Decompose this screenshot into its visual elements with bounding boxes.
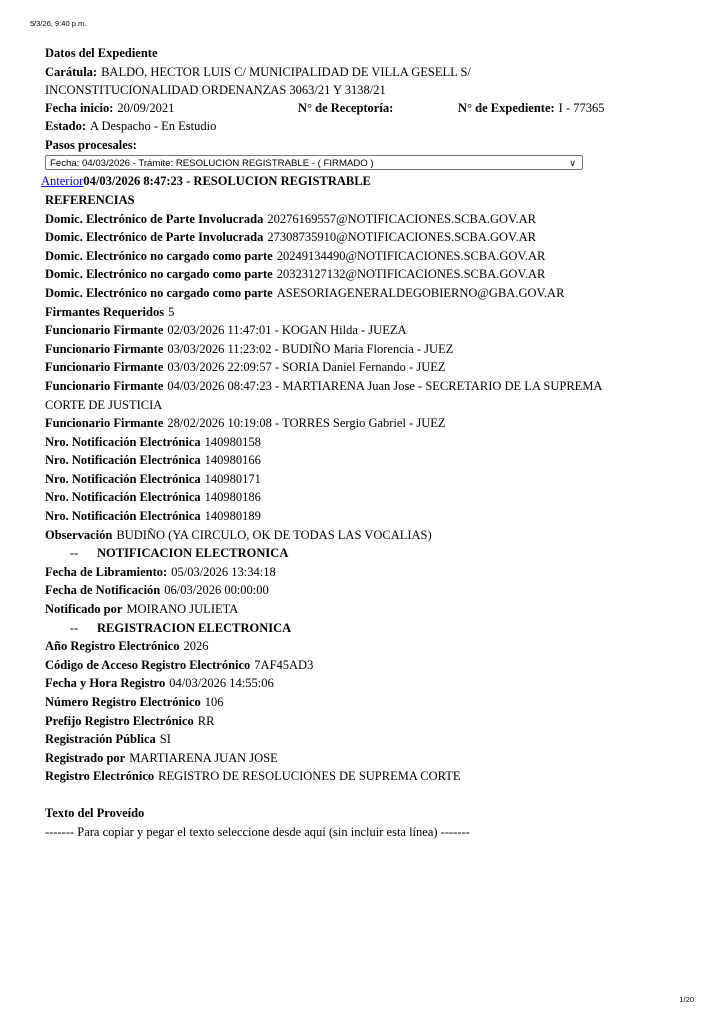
estado-row: [45, 117, 695, 136]
referencia-row: [45, 358, 695, 377]
field-value: 140980186: [204, 490, 261, 505]
field-value: 03/03/2026 11:23:02 - BUDIÑO Maria Florencia - JUEZ: [167, 341, 454, 356]
field-value: RR: [197, 713, 215, 728]
referencia-row: [45, 265, 695, 284]
field-label: Nro. Notificación Electrónica: [45, 453, 201, 468]
notificacion-row: [45, 563, 695, 582]
caratula-value-line2: INCONSTITUCIONALIDAD ORDENANZAS 3063/21 Y 3138/21: [45, 82, 386, 97]
section-dash: --: [69, 620, 79, 635]
notificacion-section-header: [45, 544, 695, 563]
field-label: Registro Electrónico: [45, 769, 155, 784]
field-label: Funcionario Firmante: [45, 416, 164, 431]
field-value: 2026: [183, 639, 209, 654]
notificacion-title: NOTIFICACION ELECTRONICA: [97, 546, 289, 561]
estado-value: A Despacho - En Estudio: [89, 119, 217, 134]
notificacion-row: [45, 600, 695, 619]
field-label: Firmantes Requeridos: [45, 304, 165, 319]
field-label: Domic. Electrónico no cargado como parte: [45, 267, 273, 282]
field-label: Nro. Notificación Electrónica: [45, 509, 201, 524]
field-value: 04/03/2026 14:55:06: [169, 676, 274, 691]
caratula-label: Carátula:: [45, 64, 98, 79]
referencia-row: [45, 433, 695, 452]
field-label: Fecha y Hora Registro: [45, 676, 166, 691]
field-label: Prefijo Registro Electrónico: [45, 713, 194, 728]
field-label: Nro. Notificación Electrónica: [45, 434, 201, 449]
referencia-row: [45, 526, 695, 545]
registracion-row: [45, 767, 695, 786]
referencia-row: [45, 303, 695, 322]
referencia-row: [45, 228, 695, 247]
referencia-row: [45, 247, 695, 266]
field-label: Funcionario Firmante: [45, 341, 164, 356]
field-label: Registrado por: [45, 750, 126, 765]
field-value: 140980158: [204, 434, 261, 449]
field-label: Observación: [45, 527, 113, 542]
field-label: Año Registro Electrónico: [45, 639, 180, 654]
pasos-procesales-label: Pasos procesales:: [45, 137, 137, 152]
registracion-title: REGISTRACION ELECTRONICA: [97, 620, 292, 635]
expediente-title: Datos del Expediente: [45, 46, 158, 60]
field-value: 106: [204, 695, 224, 709]
field-value: 5: [168, 304, 175, 319]
pasos-procesales-selected: Fecha: 04/03/2026 - Trámite: RESOLUCION REGISTRABLE - ( FIRMADO ): [50, 158, 374, 170]
receptoria-label: N° de Receptoría:: [298, 100, 394, 115]
notificacion-fields: [45, 563, 695, 619]
field-value: 27308735910@NOTIFICACIONES.SCBA.GOV.AR: [267, 230, 536, 245]
chevron-down-icon: ∨: [569, 158, 576, 169]
field-value-continued: CORTE DE JUSTICIA: [45, 397, 163, 412]
referencia-row: [45, 488, 695, 507]
field-label: Nro. Notificación Electrónica: [45, 471, 201, 486]
field-value: 05/03/2026 13:34:18: [171, 564, 276, 579]
field-label: Domic. Electrónico no cargado como parte: [45, 248, 273, 263]
field-value: 140980171: [204, 471, 261, 486]
field-value: 02/03/2026 11:47:01 - KOGAN Hilda - JUEZA: [167, 323, 407, 338]
expediente-document: [41, 44, 695, 841]
field-label: Domic. Electrónico de Parte Involucrada: [45, 211, 264, 226]
registracion-row: [45, 674, 695, 693]
field-value: 20323127132@NOTIFICACIONES.SCBA.GOV.AR: [276, 267, 546, 282]
page-number: 1/20: [679, 995, 694, 1004]
field-value: BUDIÑO (YA CIRCULO, OK DE TODAS LAS VOCALIAS): [116, 527, 432, 542]
nro-expediente-label: N° de Expediente:: [458, 100, 555, 115]
referencia-row: [45, 451, 695, 470]
caratula-value-line1: BALDO, HECTOR LUIS C/ MUNICIPALIDAD DE VILLA GESELL S/: [101, 64, 471, 79]
pasos-procesales-select[interactable]: [45, 155, 583, 170]
fecha-inicio-row: [45, 99, 695, 118]
caratula-field: [45, 63, 695, 99]
fecha-inicio-label: Fecha inicio:: [45, 100, 114, 115]
print-datetime: 5/3/26, 9:40 p.m.: [30, 19, 87, 28]
proveido-title: Texto del Proveído: [45, 805, 145, 820]
referencia-row: [45, 470, 695, 489]
referencia-row: [45, 340, 695, 359]
field-label: Funcionario Firmante: [45, 360, 164, 375]
field-value: 04/03/2026 08:47:23 - MARTIARENA Juan Jose - SECRETARIO DE LA SUPREMA: [167, 378, 603, 393]
field-label: Funcionario Firmante: [45, 378, 164, 393]
field-value: 03/03/2026 22:09:57 - SORIA Daniel Fernando - JUEZ: [167, 360, 446, 375]
field-value: 28/02/2026 10:19:08 - TORRES Sergio Gabriel - JUEZ: [167, 416, 446, 431]
estado-label: Estado:: [45, 119, 86, 134]
field-value: 140980189: [204, 509, 261, 524]
field-value: 140980166: [204, 453, 261, 468]
field-label: Funcionario Firmante: [45, 323, 164, 338]
field-label: Fecha de Libramiento:: [45, 564, 168, 579]
field-label: Nro. Notificación Electrónica: [45, 490, 201, 505]
field-label: Registración Pública: [45, 732, 156, 747]
referencia-row: [45, 210, 695, 229]
registracion-row: [45, 712, 695, 731]
field-label: Domic. Electrónico no cargado como parte: [45, 285, 273, 300]
field-value: REGISTRO DE RESOLUCIONES DE SUPREMA CORTE: [158, 769, 461, 784]
field-label: Notificado por: [45, 602, 123, 617]
field-value: 06/03/2026 00:00:00: [164, 583, 269, 598]
registracion-row: [45, 730, 695, 749]
paso-heading: 04/03/2026 8:47:23 - RESOLUCION REGISTRABLE: [83, 174, 371, 189]
registracion-fields: [45, 637, 695, 786]
referencia-row: [45, 284, 695, 303]
anterior-link[interactable]: Anterior: [41, 174, 84, 189]
referencias-title: REFERENCIAS: [45, 192, 135, 207]
referencia-row: [45, 414, 695, 433]
registracion-row: [45, 693, 695, 712]
notificacion-row: [45, 581, 695, 600]
referencia-row: [45, 377, 695, 414]
field-value: 20276169557@NOTIFICACIONES.SCBA.GOV.AR: [267, 211, 536, 226]
proveido-instruction: ------- Para copiar y pegar el texto seleccione desde aquí (sin incluir esta línea) -------: [45, 824, 470, 839]
registracion-section-header: [45, 619, 695, 638]
registracion-row: [45, 749, 695, 768]
field-value: 20249134490@NOTIFICACIONES.SCBA.GOV.AR: [276, 248, 546, 263]
field-value: MARTIARENA JUAN JOSE: [129, 750, 278, 765]
section-dash: --: [69, 546, 79, 561]
field-value: SI: [159, 732, 171, 747]
referencia-row: [45, 321, 695, 340]
nro-expediente-value: I - 77365: [558, 100, 605, 115]
registracion-row: [45, 656, 695, 675]
paso-heading-row: [41, 172, 695, 191]
field-label: Fecha de Notificación: [45, 583, 161, 598]
referencias-list: [45, 210, 695, 545]
fecha-inicio-value: 20/09/2021: [117, 100, 175, 115]
referencia-row: [45, 507, 695, 526]
registracion-row: [45, 637, 695, 656]
field-value: 7AF45AD3: [254, 657, 314, 672]
field-label: Código de Acceso Registro Electrónico: [45, 657, 251, 672]
field-value: MOIRANO JULIETA: [126, 602, 239, 617]
field-value: ASESORIAGENERALDEGOBIERNO@GBA.GOV.AR: [276, 285, 565, 300]
field-label: Domic. Electrónico de Parte Involucrada: [45, 230, 264, 245]
field-label: Número Registro Electrónico: [45, 695, 201, 709]
